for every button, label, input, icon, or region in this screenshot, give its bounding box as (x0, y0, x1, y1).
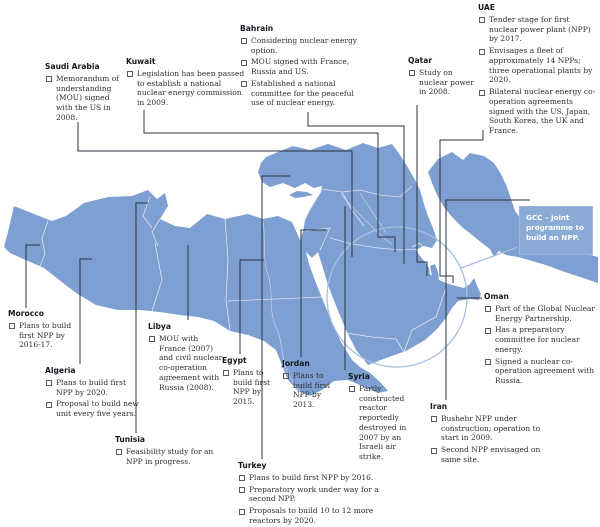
bullet-square-icon (485, 359, 491, 365)
bullet-square-icon (349, 386, 355, 392)
bullet-square-icon (431, 416, 437, 422)
bullet-square-icon (239, 509, 245, 515)
callout-algeria: Algeria Plans to build first NPP by 2020. Proposal to build new unit every five years. (45, 366, 139, 419)
bullet-square-icon (241, 38, 247, 44)
bullet-square-icon (241, 81, 247, 87)
callout-title: Turkey (238, 461, 267, 470)
callout-title: Oman (484, 292, 509, 301)
bullet-square-icon (223, 370, 229, 376)
callout-title: Algeria (45, 366, 76, 375)
bullet-square-icon (46, 402, 52, 408)
callout-title: Libya (148, 322, 171, 331)
bahrain-island (415, 264, 418, 267)
callout-kuwait: Kuwait Legislation has been passed to establish a national nuclear energy commission in 2009. (126, 57, 245, 108)
callout-tunisia: Tunisia Feasibility study for an NPP in progress. (115, 435, 217, 468)
bullet-square-icon (485, 328, 491, 334)
cyprus-island (289, 191, 313, 198)
callout-morocco: Morocco Plans to build first NPP by 2016-17. (8, 309, 82, 352)
callout-title: Syria (348, 372, 370, 381)
bullet-square-icon (431, 448, 437, 454)
callout-syria: Syria Partly constructed reactor reportedly destroyed in 2007 by an Israeli air strike. (348, 372, 414, 464)
callout-egypt: Egypt Plans to build first NPP by 2015. (222, 356, 276, 409)
bullet-square-icon (485, 306, 491, 312)
callout-saudi-arabia: Saudi Arabia Memorandum of understanding (MOU) signed with the US in 2008. (45, 62, 125, 125)
callout-title: UAE (478, 3, 495, 12)
bullet-square-icon (479, 17, 485, 23)
callout-iran: Iran Bushehr NPP under construction; operation to start in 2009. Second NPP envisaged on same site. (430, 402, 544, 467)
callout-title: Saudi Arabia (45, 62, 100, 71)
bullet-square-icon (116, 449, 122, 455)
bullet-square-icon (241, 60, 247, 66)
callout-title: Bahrain (240, 24, 274, 33)
callout-title: Qatar (408, 56, 433, 65)
callout-title: Kuwait (126, 57, 156, 66)
callout-title: Tunisia (115, 435, 146, 444)
callout-title: Morocco (8, 309, 44, 318)
callout-uae: UAE Tender stage for first nuclear power plant (NPP) by 2017. Envisages a fleet of approximately 14 NPPs; three operational plants by 2020. Bilateral nuclear energy co-operation agreements signed with the US, Japan, South Korea, the UK and France. (478, 3, 598, 138)
gcc-note-box: GCC – joint programme to build an NPP. (519, 206, 593, 255)
bullet-square-icon (46, 76, 52, 82)
callout-libya: Libya MOU with France (2007) and civil nuclear co-operation agreement with Russia (2008). (148, 322, 223, 392)
callout-bahrain: Bahrain Considering nuclear energy option. MOU signed with France, Russia and US. Established a national committee for the peaceful use of nuclear energy. (240, 24, 366, 110)
bullet-square-icon (283, 373, 289, 379)
bullet-square-icon (46, 380, 52, 386)
callout-turkey: Turkey Plans to build first NPP by 2016. Preparatory work under way for a second NPP. Proposals to build 10 to 12 more reactors by 2020. (238, 461, 400, 527)
bullet-square-icon (149, 336, 155, 342)
gcc-box-connector (461, 247, 518, 268)
callout-title: Iran (430, 402, 448, 411)
callout-qatar: Qatar Study on nuclear power in 2008. (408, 56, 474, 97)
bullet-square-icon (127, 71, 133, 77)
callout-oman: Oman Part of the Global Nuclear Energy Partnership. Has a preparatory committee for nuclear energy. Signed a nuclear co-operation agreement with Russia. (484, 292, 598, 388)
bullet-square-icon (409, 70, 415, 76)
callout-title: Jordan (282, 359, 310, 368)
bullet-square-icon (9, 323, 15, 329)
bullet-square-icon (479, 49, 485, 55)
callout-jordan: Jordan Plans to build first NPP by 2013. (282, 359, 340, 412)
callout-title: Egypt (222, 356, 247, 365)
bullet-square-icon (239, 475, 245, 481)
bullet-square-icon (479, 90, 485, 96)
bullet-square-icon (239, 487, 245, 493)
